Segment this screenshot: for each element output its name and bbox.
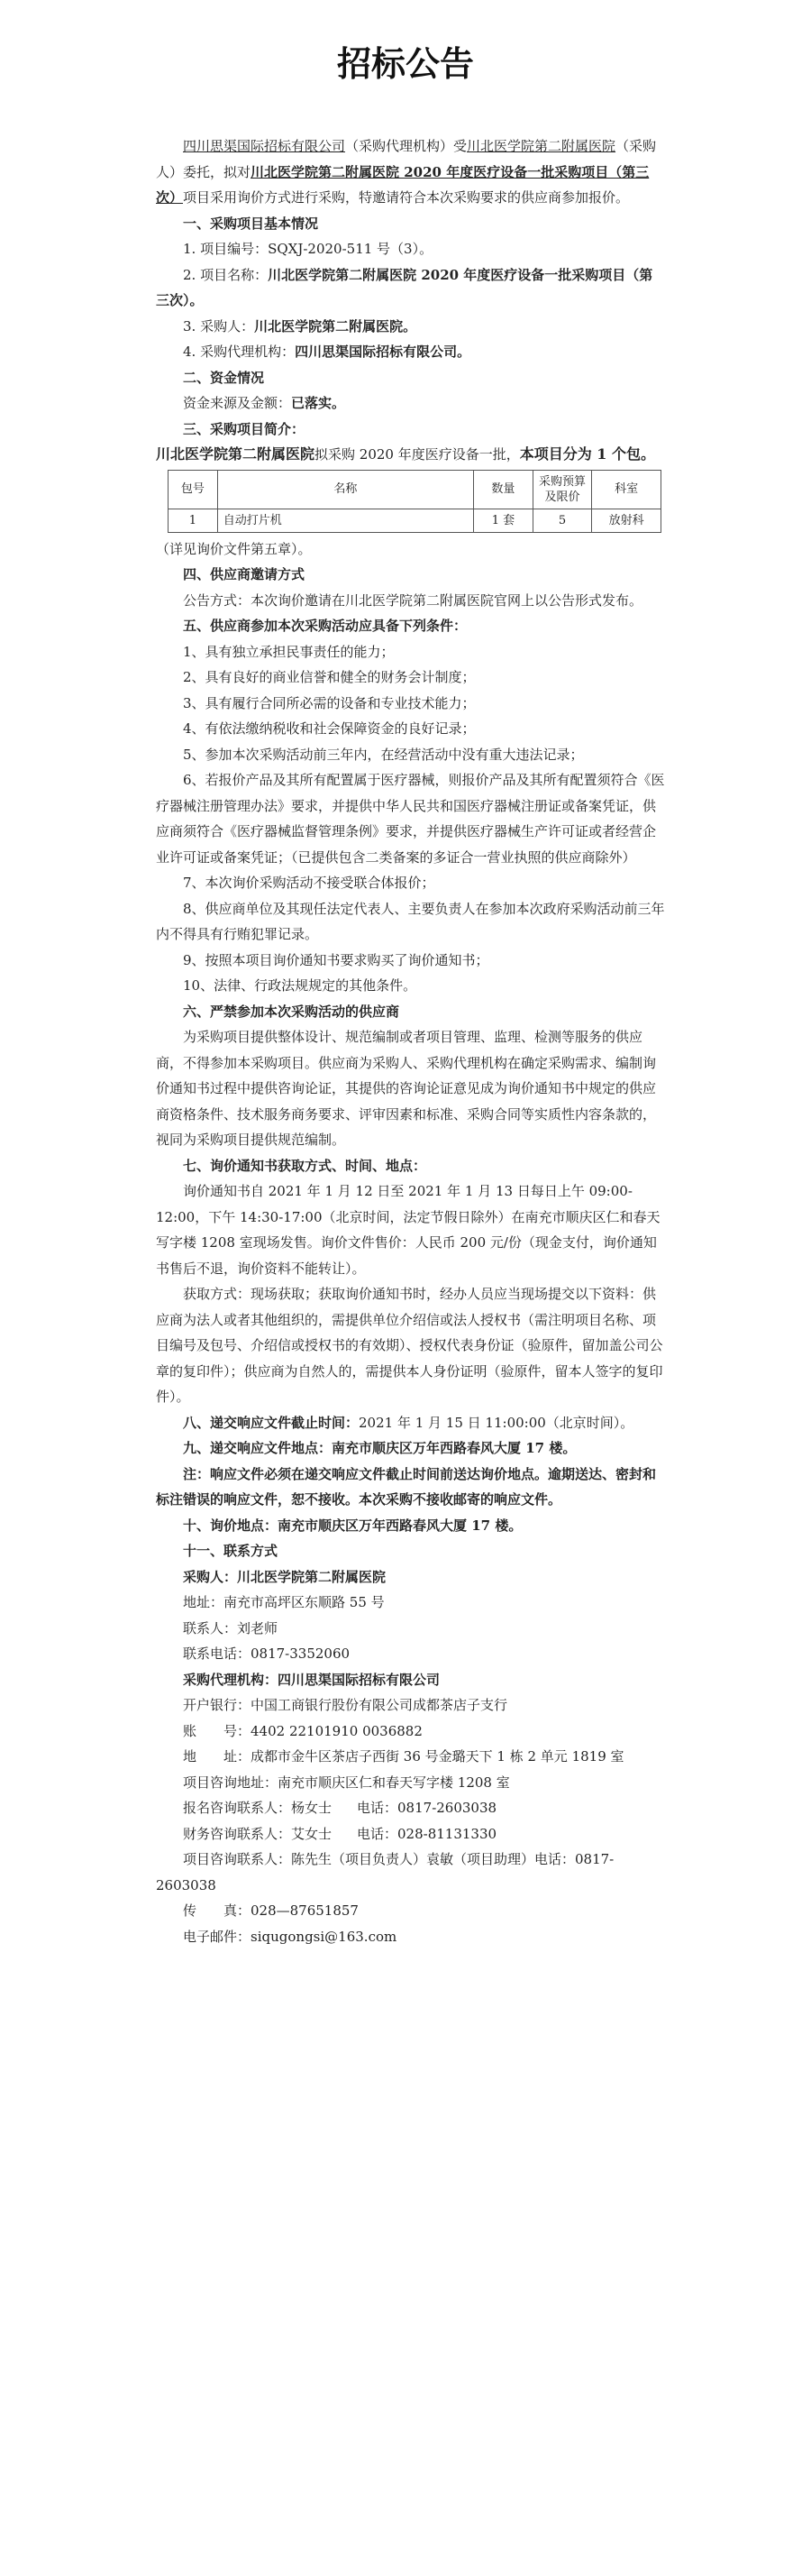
project-name-line <box>156 262 666 314</box>
buyer-name: 川北医学院第二附属医院 <box>467 138 616 154</box>
table-header: 名称 <box>217 470 473 509</box>
project-name-value: 川北医学院第二附属医院 2020 年度医疗设备一批采购项目（第三次）。 <box>156 266 653 308</box>
project-name: 川北医学院第二附属医院 2020 年度医疗设备一批采购项目（第三次） <box>156 163 650 206</box>
summary-text: 拟采购 2020 年度医疗设备一批， <box>314 446 520 463</box>
deadline-line <box>156 1410 666 1436</box>
address-value: 成都市金牛区茶店子西街 36 号金璐天下 1 栋 2 单元 1819 室 <box>251 1748 624 1765</box>
condition-item: 6、若报价产品及其所有配置属于医疗器械，则报价产品及其所有配置须符合《医疗器械注册管理办法》要求，并提供中华人民共和国医疗器械注册证或备案凭证，供应商须符合《医疗器械监督管理条例》要求，并提供医疗器械生产许可证或者经营企业许可证或备案凭证；（已提供包含二类备案的多证合一营业执照的供应商除外） <box>156 772 665 866</box>
email-label: 电子邮件： <box>183 1928 251 1945</box>
table-cell: 5 <box>533 509 592 532</box>
table-note: （详见询价文件第五章）。 <box>156 540 312 557</box>
table-header: 科室 <box>592 470 661 509</box>
prohibited-suppliers-text: 为采购项目提供整体设计、规范编制或者项目管理、监理、检测等服务的供应商，不得参加本采购项目。供应商为采购人、采购代理机构在确定采购需求、编制询价通知书过程中提供咨询论证，其提供的咨询论证意见成为询价通知书中规定的供应商资格条件、技术服务商务要求、评审因素和标准、采购合同等实质性内容条款的，视同为采购项目提供规范编制。 <box>156 1029 657 1148</box>
condition-item: 10、法律、行政法规规定的其他条件。 <box>183 977 417 994</box>
project-name-label: 2. 项目名称： <box>183 266 269 283</box>
table-header: 采购预算及限价 <box>533 470 592 509</box>
project-summary <box>156 442 666 468</box>
project-number: 1. 项目编号：SQXJ-2020-511 号（3）。 <box>183 241 433 257</box>
fax: 传 真：028—87651857 <box>183 1902 359 1919</box>
funding-line <box>156 390 666 417</box>
email-line <box>156 1924 666 1950</box>
table-cell: 1 套 <box>474 509 533 532</box>
project-contact: 项目咨询联系人：陈先生（项目负责人）袁敏（项目助理）电话：0817-2603038 <box>156 1851 615 1893</box>
contact-agency-line <box>156 1667 666 1693</box>
section-3-heading: 三、采购项目简介： <box>183 420 305 437</box>
account-label: 账 号： <box>183 1722 251 1739</box>
condition-item: 4、有依法缴纳税收和社会保障资金的良好记录； <box>183 720 476 737</box>
deadline-value: 2021 年 1 月 15 日 11:00:00（北京时间）。 <box>359 1414 634 1431</box>
contact-agency-name: 四川思渠国际招标有限公司 <box>278 1671 441 1688</box>
intro-text-2: （采购人）委托，拟对 <box>156 138 657 180</box>
agency-label: 4. 采购代理机构： <box>183 344 296 360</box>
signup-contact: 报名咨询联系人：杨女士 <box>183 1800 333 1816</box>
table-cell: 放射科 <box>592 509 661 532</box>
signup-phone: 电话：0817-2603038 <box>357 1800 497 1816</box>
section-7-heading: 七、询价通知书获取方式、时间、地点： <box>183 1157 427 1174</box>
buyer-contact: 联系人：刘老师 <box>183 1619 278 1636</box>
section-8-heading: 八、递交响应文件截止时间： <box>183 1414 360 1431</box>
document-body <box>156 133 666 1949</box>
table-row <box>169 509 661 532</box>
finance-contact: 财务咨询联系人：艾女士 <box>183 1825 333 1842</box>
email-value[interactable]: siqugongsi@163.com <box>251 1928 397 1945</box>
items-table <box>168 470 661 533</box>
buyer-label: 3. 采购人： <box>183 317 255 335</box>
funding-label: 资金来源及金额： <box>183 395 292 411</box>
section-10-heading: 十、询价地点： <box>183 1517 278 1534</box>
section-1-heading: 一、采购项目基本情况 <box>183 215 319 232</box>
agency-address <box>156 1744 666 1770</box>
finance-phone: 电话：028-81131330 <box>357 1825 497 1842</box>
contact-buyer-label: 采购人： <box>183 1568 238 1585</box>
finance-contact-line <box>156 1821 666 1847</box>
contact-buyer-name: 川北医学院第二附属医院 <box>237 1568 387 1585</box>
buyer-value: 川北医学院第二附属医院。 <box>254 317 417 335</box>
submission-place-line <box>156 1435 666 1462</box>
address-label: 地 址： <box>183 1748 251 1765</box>
section-4-heading: 四、供应商邀请方式 <box>183 566 305 582</box>
section-9-heading: 九、递交响应文件地点： <box>183 1440 333 1456</box>
account-value: 4402 22101910 0036882 <box>251 1722 423 1739</box>
section-11-heading: 十一、联系方式 <box>183 1543 278 1559</box>
section-5-heading: 五、供应商参加本次采购活动应具备下列条件： <box>183 618 468 634</box>
agency-name: 四川思渠国际招标有限公司 <box>183 138 346 154</box>
table-header: 包号 <box>169 470 218 509</box>
page-title: 招标公告 <box>336 44 474 84</box>
acquisition-time-text: 询价通知书自 2021 年 1 月 12 日至 2021 年 1 月 13 日每日上午 09:00-12:00，下午 14:30-17:00（北京时间，法定节假日除外）在南充市顺庆区仁和春天写字楼 1208 室现场发售。询价文件售价：人民币 200 元/份（现金支付，询价通知书售后不退，询价资料不能转让）。 <box>156 1183 661 1277</box>
agency-bank: 开户银行：中国工商银行股份有限公司成都茶店子支行 <box>183 1697 508 1713</box>
condition-item: 9、按照本项目询价通知书要求购买了询价通知书； <box>183 951 489 968</box>
condition-item: 5、参加本次采购活动前三年内，在经营活动中没有重大违法记录； <box>183 746 584 763</box>
acquisition-method-text: 获取方式：现场获取；获取询价通知书时，经办人员应当现场提交以下资料：供应商为法人或者其他组织的，需提供单位介绍信或法人授权书（需注明项目名称、项目编号及包号、介绍信或授权书的有效期）、授权代表身份证（验原件，留加盖公司公章的复印件）；供应商为自然人的，需提供本人身份证明（验原件，留本人签字的复印件）。 <box>156 1286 663 1405</box>
agency-account <box>156 1719 666 1745</box>
summary-buyer: 川北医学院第二附属医院 <box>156 445 315 463</box>
invite-method: 公告方式：本次询价邀请在川北医学院第二附属医院官网上以公告形式发布。 <box>183 591 643 609</box>
consult-address: 项目咨询地址：南充市顺庆区仁和春天写字楼 1208 室 <box>183 1774 510 1791</box>
intro-paragraph <box>156 133 666 211</box>
inquiry-place-line <box>156 1513 666 1539</box>
submission-place-value: 南充市顺庆区万年西路春风大厦 17 楼。 <box>332 1440 577 1456</box>
section-2-heading: 二、资金情况 <box>183 369 265 386</box>
submission-note: 注：响应文件必须在递交响应文件截止时间前送达询价地点。逾期送达、密封和标注错误的响应文件，恕不接收。本次采购不接收邮寄的响应文件。 <box>156 1465 657 1508</box>
agency-line <box>156 339 666 365</box>
condition-item: 8、供应商单位及其现任法定代表人、主要负责人在参加本次政府采购活动前三年内不得具有行贿犯罪记录。 <box>156 900 665 942</box>
buyer-line <box>156 314 666 340</box>
table-header-row <box>169 470 661 509</box>
table-header: 数量 <box>474 470 533 509</box>
buyer-phone: 联系电话：0817-3352060 <box>183 1646 351 1662</box>
buyer-address: 地址：南充市高坪区东顺路 55 号 <box>183 1594 385 1610</box>
condition-item: 3、具有履行合同所必需的设备和专业技术能力； <box>183 694 476 711</box>
contact-agency-label: 采购代理机构： <box>183 1671 278 1688</box>
section-6-heading: 六、严禁参加本次采购活动的供应商 <box>183 1003 400 1020</box>
summary-packages: 本项目分为 1 个包。 <box>519 445 656 463</box>
condition-item: 1、具有独立承担民事责任的能力； <box>183 643 395 660</box>
intro-text-3: 项目采用询价方式进行采购，特邀请符合本次采购要求的供应商参加报价。 <box>183 189 630 206</box>
funding-value: 已落实。 <box>291 395 346 411</box>
inquiry-place-value: 南充市顺庆区万年西路春风大厦 17 楼。 <box>278 1517 523 1534</box>
agency-value: 四川思渠国际招标有限公司。 <box>295 344 471 360</box>
condition-item: 2、具有良好的商业信誉和健全的财务会计制度； <box>183 669 476 685</box>
signup-contact-line <box>156 1795 666 1821</box>
intro-text-1: （采购代理机构）受 <box>345 138 468 154</box>
contact-buyer-line <box>156 1564 666 1591</box>
condition-item: 7、本次询价采购活动不接受联合体报价； <box>183 875 435 891</box>
table-cell: 1 <box>169 509 218 532</box>
table-cell: 自动打片机 <box>217 509 473 532</box>
